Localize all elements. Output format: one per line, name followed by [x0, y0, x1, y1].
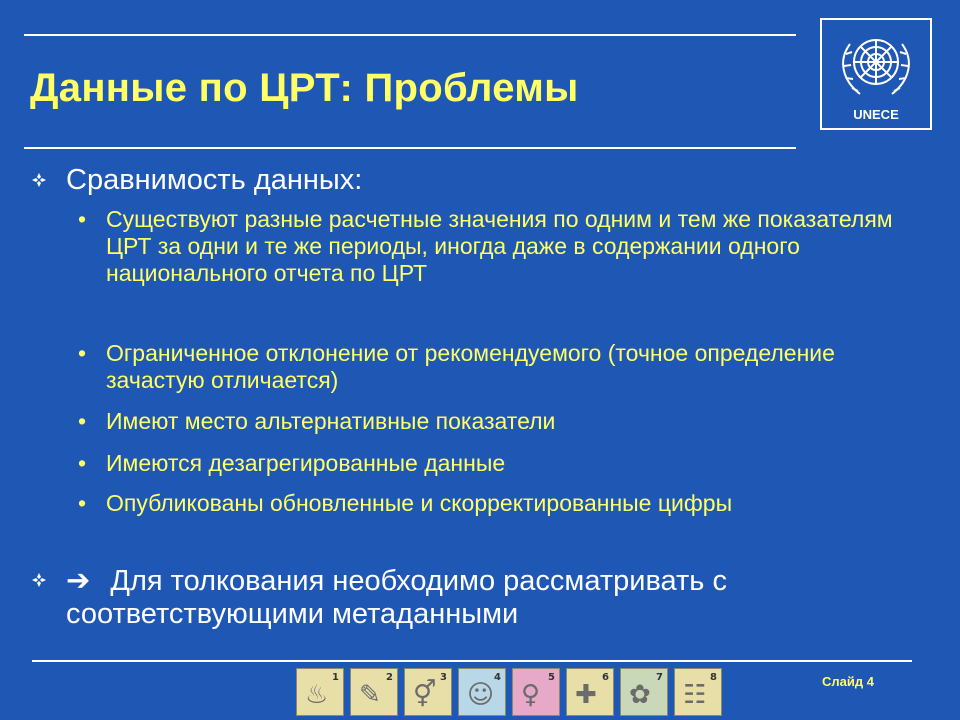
goal-tile: [674, 668, 722, 716]
heading-comparability: [66, 164, 926, 197]
unece-logo: [820, 18, 932, 130]
logo-text: UNECE: [853, 107, 899, 122]
goal-number: 4: [494, 672, 501, 683]
bullet-text: Имеют место альтернативные показатели: [106, 408, 556, 434]
goal-number: 5: [548, 672, 555, 683]
goal-number: 2: [386, 672, 393, 683]
diamond-bullet-icon: [32, 573, 46, 587]
slide-title: Данные по ЦРТ: Проблемы: [30, 66, 579, 110]
medicine-icon: ✚: [575, 680, 597, 710]
goal-tile: [512, 668, 560, 716]
goal-tile: [620, 668, 668, 716]
bullet-item: [78, 206, 926, 287]
child-icon: ☺: [467, 680, 495, 710]
bullet-text: Имеются дезагрегированные данные: [106, 450, 506, 476]
bullet-text: Опубликованы обновленные и скорректированные цифры: [106, 490, 733, 516]
goal-tile: [296, 668, 344, 716]
mother-icon: ♀: [521, 680, 541, 710]
bowl-icon: ♨: [305, 680, 329, 710]
goal-tile: [350, 668, 398, 716]
mdg-goals-strip: [296, 668, 726, 720]
bullet-item: [78, 340, 926, 394]
arrow-icon: ➔: [66, 563, 91, 597]
slide-number: Слайд 4: [822, 674, 874, 689]
footer-rule: [32, 660, 912, 662]
bullet-text: Ограниченное отклонение от рекомендуемого (точное определение зачастую отличается): [106, 340, 835, 393]
diamond-bullet-icon: [32, 173, 46, 187]
goal-number: 1: [332, 672, 339, 683]
heading-interpretation: [66, 564, 926, 631]
heading-text: Для толкования необходимо рассматривать с соответствующими метаданными: [66, 565, 727, 630]
bullet-dot: •: [78, 408, 87, 434]
un-emblem-icon: [830, 24, 922, 104]
gender-icon: ⚥: [413, 680, 437, 710]
bullet-text: Существуют разные расчетные значения по одним и тем же показателям ЦРТ за одни и те же периоды, иногда даже в содержании одного национального отчета по ЦРТ: [106, 206, 893, 286]
goal-number: 7: [656, 672, 663, 683]
pencil-icon: ✎: [359, 680, 381, 710]
plant-icon: ✿: [629, 680, 651, 710]
bullet-item: [78, 450, 926, 477]
bullet-item: [78, 408, 926, 435]
title-underline: [24, 147, 796, 149]
goal-tile: [404, 668, 452, 716]
partnership-icon: ☷: [683, 680, 707, 710]
goal-number: 3: [440, 672, 447, 683]
bullet-dot: •: [78, 490, 87, 516]
bullet-item: [78, 490, 926, 517]
goal-number: 6: [602, 672, 609, 683]
bullet-dot: •: [78, 450, 87, 476]
bullet-dot: •: [78, 206, 87, 232]
bullet-dot: •: [78, 340, 87, 366]
goal-tile: [566, 668, 614, 716]
goal-tile: [458, 668, 506, 716]
goal-number: 8: [710, 672, 717, 683]
heading-text: Сравнимость данных:: [66, 164, 363, 196]
top-rule: [24, 34, 796, 36]
